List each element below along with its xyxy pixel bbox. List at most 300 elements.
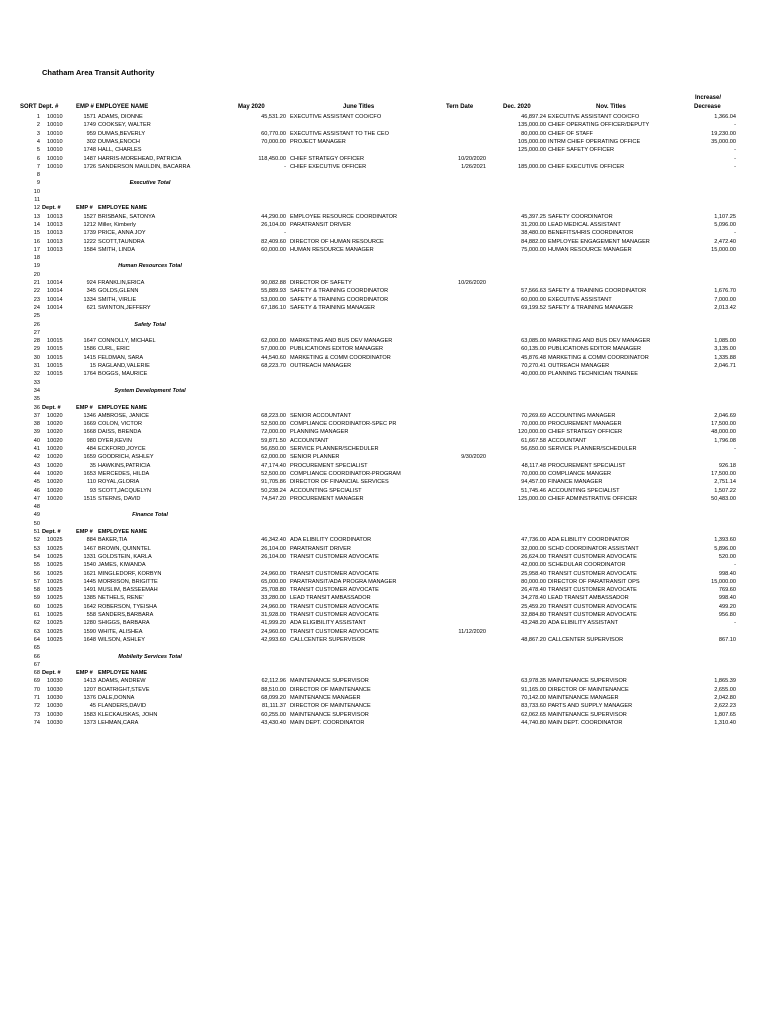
june-title: PROCUREMENT MANAGER xyxy=(290,495,364,502)
nov-title: PROCUREMENT SPECIALIST xyxy=(548,462,626,469)
increase-decrease: 17,500.00 xyxy=(711,470,736,477)
row-sort: 21 xyxy=(33,280,40,286)
employee-name: ROYAL,GLORIA xyxy=(98,479,140,486)
dept-number: 10010 xyxy=(47,138,63,145)
row-sort: 27 xyxy=(33,329,40,336)
table-row xyxy=(0,138,768,146)
may-2020-salary: - xyxy=(284,230,286,237)
table-row xyxy=(0,304,768,312)
dec-2020-salary: 91,165.00 xyxy=(521,686,546,693)
employee-number: 1467 xyxy=(83,545,96,552)
employee-number: 1586 xyxy=(83,346,96,353)
employee-name: DYER,KEVIN xyxy=(98,437,132,444)
blank-row xyxy=(0,379,768,387)
may-2020-salary: 42,993.60 xyxy=(261,636,286,643)
employee-number: 1491 xyxy=(83,587,96,594)
dec-2020-salary: 26,624.00 xyxy=(521,553,546,560)
dept-number: 10010 xyxy=(47,155,63,162)
increase-decrease: 50,483.00 xyxy=(711,495,736,502)
employee-number: 621 xyxy=(86,304,96,311)
table-row xyxy=(0,279,768,287)
june-title: CHIEF EXECUTIVE OFFICER xyxy=(290,163,367,170)
dept-number: 10025 xyxy=(47,570,63,577)
dec-2020-salary: 44,740.80 xyxy=(521,719,546,726)
june-title: SENIOR ACCOUNTANT xyxy=(290,412,352,419)
employee-number: 1376 xyxy=(83,695,96,701)
blank-row xyxy=(0,188,768,196)
may-2020-salary: 74,547.20 xyxy=(261,495,286,502)
emp-header: EMP # xyxy=(76,529,93,535)
row-sort: 65 xyxy=(33,645,40,652)
june-title: LEAD TRANSIT AMBASSADOR xyxy=(290,595,371,602)
increase-decrease: 2,013.42 xyxy=(714,304,736,311)
row-sort: 72 xyxy=(33,703,40,710)
row-sort: 66 xyxy=(33,653,40,660)
blank-row xyxy=(0,503,768,511)
increase-decrease: 3,135.00 xyxy=(714,346,736,353)
employee-name: LEHMAN,CARA xyxy=(98,719,139,726)
row-sort: 18 xyxy=(33,255,40,262)
employee-name: ADAMS, ANDREW xyxy=(98,678,146,685)
row-sort: 73 xyxy=(33,711,40,718)
employee-number: 1583 xyxy=(83,711,96,718)
row-sort: 40 xyxy=(33,437,40,444)
june-title: HUMAN RESOURCE MANAGER xyxy=(290,246,374,253)
dept-number: 10014 xyxy=(47,304,63,311)
employee-name: DUMAS,BEVERLY xyxy=(98,130,146,137)
nov-title: SAFETY & TRAINING COORDINATOR xyxy=(548,288,647,295)
table-row xyxy=(0,628,768,636)
nov-title: ACCOUNTING MANAGER xyxy=(548,412,616,419)
dept-number: 10010 xyxy=(47,114,63,120)
employee-name: WHITE, ALISHEA xyxy=(98,628,143,635)
nov-title: EXECUTIVE ASSISTANT xyxy=(548,296,612,303)
may-2020-salary: 62,112.96 xyxy=(261,678,286,685)
row-sort: 46 xyxy=(33,487,40,494)
row-sort: 25 xyxy=(33,313,40,320)
table-row xyxy=(0,445,768,453)
table-row xyxy=(0,570,768,578)
increase-decrease: 5,096.00 xyxy=(714,221,736,228)
increase-decrease: 867.10 xyxy=(718,636,736,643)
dec-2020-salary: 60,000.00 xyxy=(521,296,546,303)
dec-2020-salary: 185,000.00 xyxy=(518,163,546,170)
employee-name: CONNOLLY, MICHAEL xyxy=(98,338,156,345)
dec-2020-salary: 48,867.20 xyxy=(521,636,546,643)
dept-number: 10020 xyxy=(47,479,63,486)
may-2020-salary: 33,280.00 xyxy=(261,595,286,602)
nov-title: MAINTENANCE SUPERVISOR xyxy=(548,678,627,685)
employee-number: 110 xyxy=(87,479,96,486)
employee-name: BAKER,TIA xyxy=(98,537,128,544)
table-row xyxy=(0,146,768,154)
row-sort: 37 xyxy=(33,412,40,419)
nov-title: BENEFITS/HRIS COORDINATOR xyxy=(548,230,634,237)
employee-name: GOODRICH, ASHLEY xyxy=(98,454,154,461)
nov-title: PROCUREMENT MANAGER xyxy=(548,421,622,428)
header-decrease: Decrease xyxy=(694,104,721,110)
row-sort: 28 xyxy=(33,338,40,345)
table-row xyxy=(0,337,768,345)
employee-number: 1659 xyxy=(83,454,96,461)
may-2020-salary: 91,705.86 xyxy=(261,479,286,486)
may-2020-salary: 26,104.00 xyxy=(261,553,286,560)
increase-decrease: - xyxy=(734,122,736,129)
june-title: EMPLOYEE RESOURCE COORDINATOR xyxy=(290,213,398,220)
june-title: CHIEF STRATEGY OFFICER xyxy=(290,155,365,162)
row-sort: 49 xyxy=(33,512,40,519)
employee-name: SANDERSON MAULDIN, BACARRA xyxy=(98,163,191,170)
emp-header: EMP # xyxy=(76,404,93,411)
table-row xyxy=(0,453,768,461)
june-title: EXECUTIVE ASSISTANT COO/CFO xyxy=(290,114,382,120)
row-sort: 30 xyxy=(33,354,40,361)
nov-title: CHIEF SAFETY OFFICER xyxy=(548,147,615,154)
dec-2020-salary: 38,480.00 xyxy=(521,230,546,237)
dept-number: 10020 xyxy=(47,421,63,428)
table-row xyxy=(0,470,768,478)
increase-decrease: 926.18 xyxy=(718,462,736,469)
may-2020-salary: 24,960.00 xyxy=(261,628,286,635)
table-row xyxy=(0,113,768,121)
employee-name: SANDERS,BARBARA xyxy=(98,612,154,618)
row-sort: 9 xyxy=(36,180,40,187)
may-2020-salary: 68,223.00 xyxy=(261,412,286,419)
june-title: PROJECT MANAGER xyxy=(290,138,346,145)
nov-title: PARTS AND SUPPLY MANAGER xyxy=(548,703,633,710)
june-title: COMPLIANCE COORDINATOR-SPEC PR xyxy=(290,421,397,428)
organization-title: Chatham Area Transit Authority xyxy=(42,68,155,77)
june-title: MARKETING AND BUS DEV MANAGER xyxy=(290,338,393,345)
increase-decrease: 499.20 xyxy=(718,603,736,610)
dept-number: 10020 xyxy=(47,462,63,469)
dept-number: 10015 xyxy=(47,354,63,361)
employee-number: 484 xyxy=(86,446,96,452)
nov-title: TRANSIT CUSTOMER ADVOCATE xyxy=(548,553,637,560)
employee-number: 1749 xyxy=(83,122,96,129)
nov-title: ACCOUNTANT xyxy=(548,437,587,444)
table-row xyxy=(0,586,768,594)
june-title: MARKETING & COMM COORDINATOR xyxy=(290,354,391,361)
employee-number: 1527 xyxy=(83,213,96,220)
blank-row xyxy=(0,644,768,652)
may-2020-salary: 68,099.20 xyxy=(261,695,286,701)
may-2020-salary: 62,000.00 xyxy=(261,338,286,345)
row-sort: 3 xyxy=(36,130,40,137)
nov-title: ADA ELIBILITY COORDINATOR xyxy=(548,537,630,544)
increase-decrease: 1,865.39 xyxy=(714,678,736,685)
employee-name: SMITH, LINDA xyxy=(98,246,135,253)
june-title: MAINTENANCE SUPERVISOR xyxy=(290,711,369,718)
employee-name: BOGGS, MAURICE xyxy=(98,371,148,378)
dept-number: 10020 xyxy=(47,446,63,452)
row-sort: 71 xyxy=(33,695,40,701)
june-title: ACCOUNTANT xyxy=(290,437,329,444)
table-row xyxy=(0,495,768,503)
nov-title: TRANSIT CUSTOMER ADVOCATE xyxy=(548,603,637,610)
employee-number: 1385 xyxy=(83,595,96,602)
nov-title: MARKETING & COMM COORDINATOR xyxy=(548,354,649,361)
row-sort: 62 xyxy=(33,620,40,627)
section-header-row xyxy=(0,404,768,412)
employee-number: 558 xyxy=(86,612,96,618)
nov-title: PUBLICATIONS EDITOR MANAGER xyxy=(548,346,642,353)
dept-number: 10025 xyxy=(47,628,63,635)
dept-number: 10025 xyxy=(47,587,63,594)
june-title: PROCUREMENT SPECIALIST xyxy=(290,462,368,469)
dec-2020-salary: 51,745.46 xyxy=(521,487,546,494)
dept-number: 10010 xyxy=(47,130,63,137)
row-sort: 19 xyxy=(33,263,40,270)
dept-number: 10020 xyxy=(47,487,63,494)
june-title: SERVICE PLANNER/SCHEDULER xyxy=(290,446,379,452)
row-sort: 51 xyxy=(33,529,40,535)
employee-name: BRISBANE, SATONYA xyxy=(98,213,156,220)
nov-title: SAFETY COORDINATOR xyxy=(548,213,613,220)
nov-title: SERVICE PLANNER/SCHEDULER xyxy=(548,446,637,452)
employee-name: WILSON, ASHLEY xyxy=(98,636,145,643)
nov-title: MAINTENANCE SUPERVISOR xyxy=(548,711,627,718)
may-2020-salary: 45,531.20 xyxy=(261,114,286,120)
dept-header: Dept. # xyxy=(42,670,61,677)
june-title: SENIOR PLANNER xyxy=(290,454,340,461)
table-row xyxy=(0,221,768,229)
dec-2020-salary: 70,269.69 xyxy=(521,412,546,419)
dec-2020-salary: 32,884.80 xyxy=(521,612,546,618)
blank-row xyxy=(0,171,768,179)
row-sort: 7 xyxy=(36,163,40,170)
dept-number: 10025 xyxy=(47,562,63,569)
dept-number: 10010 xyxy=(47,147,63,154)
employee-number: 1373 xyxy=(83,719,96,726)
table-row xyxy=(0,354,768,362)
nov-title: CHIEF ADMINSTRATIVE OFFICER xyxy=(548,495,638,502)
row-sort: 15 xyxy=(33,230,40,237)
row-sort: 48 xyxy=(33,504,40,511)
dept-number: 10025 xyxy=(47,553,63,560)
increase-decrease: - xyxy=(734,155,736,162)
dept-header: Dept. # xyxy=(42,529,61,535)
row-sort: 50 xyxy=(33,520,40,527)
row-sort: 39 xyxy=(33,429,40,436)
increase-decrease: - xyxy=(734,163,736,170)
employee-number: 1653 xyxy=(83,470,96,477)
may-2020-salary: 90,082.88 xyxy=(261,280,286,286)
june-title: SAFETY & TRAINING COORDINATOR xyxy=(290,296,389,303)
increase-decrease: 15,000.00 xyxy=(711,246,736,253)
increase-decrease: 2,751.14 xyxy=(714,479,736,486)
row-sort: 57 xyxy=(33,578,40,585)
may-2020-salary: 118,450.00 xyxy=(258,155,286,162)
increase-decrease: 7,000.00 xyxy=(714,296,736,303)
table-row xyxy=(0,462,768,470)
dec-2020-salary: 45,397.25 xyxy=(521,213,546,220)
section-total-row xyxy=(0,387,768,395)
row-sort: 6 xyxy=(36,155,40,162)
employee-name: HALL, CHARLES xyxy=(98,147,142,154)
row-sort: 31 xyxy=(33,363,40,369)
dec-2020-salary: 60,135.00 xyxy=(521,346,546,353)
header-dec-2020: Dec. 2020 xyxy=(503,104,531,110)
increase-decrease: 15,000.00 xyxy=(711,578,736,585)
row-sort: 22 xyxy=(33,288,40,295)
may-2020-salary: 50,238.24 xyxy=(261,487,286,494)
nov-title: MARKETING AND BUS DEV MANAGER xyxy=(548,338,651,345)
header-may-2020: May 2020 xyxy=(238,104,265,110)
dept-number: 10015 xyxy=(47,338,63,345)
dec-2020-salary: 125,000.00 xyxy=(518,147,546,154)
june-title: TRANSIT CUSTOMER ADVOCATE xyxy=(290,553,379,560)
row-sort: 35 xyxy=(33,396,40,403)
nov-title: MAINTENANCE MANAGER xyxy=(548,695,619,701)
table-row xyxy=(0,594,768,602)
employee-number: 1726 xyxy=(83,163,96,170)
row-sort: 29 xyxy=(33,346,40,353)
nov-title: CHIEF OF STAFF xyxy=(548,130,593,137)
nov-title: COMPLIANCE MANGER xyxy=(548,470,612,477)
june-title: ACCOUNTING SPECIALIST xyxy=(290,487,362,494)
row-sort: 68 xyxy=(33,670,40,677)
row-sort: 53 xyxy=(33,545,40,552)
dec-2020-salary: 31,200.00 xyxy=(521,221,546,228)
dept-number: 10013 xyxy=(47,230,63,237)
nov-title: ACCOUNTING SPECIALIST xyxy=(548,487,620,494)
may-2020-salary: 25,708.80 xyxy=(261,587,286,594)
employee-number: 1590 xyxy=(83,628,96,635)
employee-name: DALE,DONNA xyxy=(98,695,135,701)
header-sort-dept: SORT Dept. # xyxy=(20,104,59,110)
table-row xyxy=(0,412,768,420)
may-2020-salary: 44,540.60 xyxy=(261,354,286,361)
name-header: EMPLOYEE NAME xyxy=(98,404,148,411)
employee-number: 1331 xyxy=(83,553,96,560)
blank-row xyxy=(0,271,768,279)
dept-number: 10010 xyxy=(47,122,63,129)
table-row xyxy=(0,578,768,586)
employee-number: 1212 xyxy=(83,221,96,228)
dec-2020-salary: 80,000.00 xyxy=(521,130,546,137)
increase-decrease: 1,676.70 xyxy=(714,288,736,295)
row-sort: 63 xyxy=(33,628,40,635)
row-sort: 10 xyxy=(33,188,40,195)
may-2020-salary: 24,960.00 xyxy=(261,603,286,610)
dec-2020-salary: 69,199.52 xyxy=(521,304,546,311)
name-header: EMPLOYEE NAME xyxy=(98,529,148,535)
may-2020-salary: - xyxy=(284,163,286,170)
employee-number: 1571 xyxy=(83,114,96,120)
increase-decrease: 998.40 xyxy=(718,570,736,577)
employee-name: KLECKAUSKAS, JOHN xyxy=(98,711,158,718)
may-2020-salary: 81,111.37 xyxy=(261,703,286,710)
dept-number: 10030 xyxy=(47,686,63,693)
employee-number: 1648 xyxy=(83,636,96,643)
may-2020-salary: 60,255.00 xyxy=(261,711,286,718)
nov-title: LEAD TRANSIT AMBASSADOR xyxy=(548,595,629,602)
increase-decrease: - xyxy=(734,620,736,627)
employee-name: SMITH, VIRLIE xyxy=(98,296,137,303)
employee-name: Miller, Kimberly xyxy=(98,221,136,228)
increase-decrease: 998.40 xyxy=(718,595,736,602)
dept-number: 10030 xyxy=(47,711,63,718)
nov-title: SCHD COORDINATOR ASSISTANT xyxy=(548,545,639,552)
nov-title: FINANCE MANAGER xyxy=(548,479,603,486)
june-title: EXECUTIVE ASSISTANT TO THE CEO xyxy=(290,130,389,137)
dept-number: 10015 xyxy=(47,371,63,378)
dec-2020-salary: 94,457.00 xyxy=(521,479,546,486)
june-title: PARATRANSIT DRIVER xyxy=(290,545,351,552)
increase-decrease: - xyxy=(734,562,736,569)
dec-2020-salary: 63,978.35 xyxy=(521,678,546,685)
nov-title: TRANSIT CUSTOMER ADVOCATE xyxy=(548,587,637,594)
dept-number: 10025 xyxy=(47,578,63,585)
dec-2020-salary: 70,142.00 xyxy=(521,695,546,701)
nov-title: EXECUTIVE ASSISTANT COO/CFO xyxy=(548,114,640,120)
dept-number: 10030 xyxy=(47,678,63,685)
may-2020-salary: 67,186.10 xyxy=(261,304,286,311)
employee-number: 1642 xyxy=(83,603,96,610)
employee-number: 1621 xyxy=(83,570,96,577)
june-title: MAIN DEPT. COORDINATOR xyxy=(290,719,365,726)
dept-number: 10013 xyxy=(47,213,63,220)
table-row xyxy=(0,686,768,694)
dept-number: 10025 xyxy=(47,612,63,618)
row-sort: 64 xyxy=(33,636,40,643)
table-row xyxy=(0,130,768,138)
nov-title: ADA ELIBILITY ASSISTANT xyxy=(548,620,619,627)
may-2020-salary: 59,871.50 xyxy=(261,437,286,444)
increase-decrease: 2,046.69 xyxy=(714,412,736,419)
increase-decrease: 1,085.00 xyxy=(714,338,736,345)
increase-decrease: 1,393.60 xyxy=(714,537,736,544)
dec-2020-salary: 26,478.40 xyxy=(521,587,546,594)
dec-2020-salary: 25,958.40 xyxy=(521,570,546,577)
section-total-label: Executive Total xyxy=(129,180,171,187)
dec-2020-salary: 70,270.41 xyxy=(521,363,546,369)
june-title: TRANSIT CUSTOMER ADVOCATE xyxy=(290,587,379,594)
row-sort: 59 xyxy=(33,595,40,602)
dept-number: 10020 xyxy=(47,412,63,419)
dept-number: 10025 xyxy=(47,595,63,602)
term-date: 9/30/2020 xyxy=(461,454,486,461)
increase-decrease: 1,796.08 xyxy=(714,437,736,444)
increase-decrease: 2,042.80 xyxy=(714,695,736,701)
header-june-titles: June Titles xyxy=(343,104,375,110)
june-title: PLANNING MANAGER xyxy=(290,429,349,436)
dec-2020-salary: 47,736.00 xyxy=(521,537,546,544)
dec-2020-salary: 48,117.48 xyxy=(521,462,546,469)
employee-number: 1748 xyxy=(83,147,96,154)
row-sort: 67 xyxy=(33,661,40,668)
row-sort: 14 xyxy=(33,221,40,228)
employee-number: 1415 xyxy=(83,354,96,361)
nov-title: SCHEDULAR COORDINATOR xyxy=(548,562,626,569)
employee-number: 1487 xyxy=(83,155,96,162)
dec-2020-salary: 56,650.00 xyxy=(521,446,546,452)
increase-decrease: - xyxy=(734,147,736,154)
row-sort: 38 xyxy=(33,421,40,428)
table-row xyxy=(0,636,768,644)
row-sort: 43 xyxy=(33,462,40,469)
row-sort: 2 xyxy=(36,122,40,129)
increase-decrease: 1,366.04 xyxy=(714,114,736,120)
increase-decrease: 1,107.25 xyxy=(714,213,736,220)
table-row xyxy=(0,553,768,561)
row-sort: 32 xyxy=(33,371,40,378)
increase-decrease: 2,655.00 xyxy=(714,686,736,693)
increase-decrease: 48,000.00 xyxy=(711,429,736,436)
table-row xyxy=(0,536,768,544)
table-row xyxy=(0,437,768,445)
